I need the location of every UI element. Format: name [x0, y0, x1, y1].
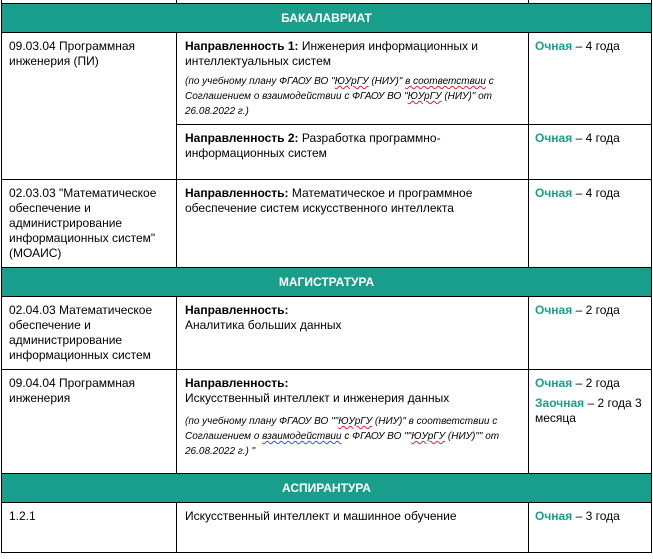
section-title: БАКАЛАВРИАТ — [2, 4, 652, 33]
section-header-master — [2, 268, 652, 297]
section-header-bachelor — [2, 4, 652, 33]
program-direction: Направленность 1: Инженерия информационных и интеллектуальных систем (по учебному плану ФГАОУ ВО "ЮУрГУ (НИУ)" в соответствии с Соглашением о взаимодействии с ФГАОУ ВО "ЮУрГУ (НИУ)" от 26.08.2022 г.) — [177, 33, 529, 125]
direction-note: (по учебному плану ФГАОУ ВО "ЮУрГУ (НИУ)" в соответствии с Соглашением о взаимодействии с ФГАОУ ВО "ЮУрГУ (НИУ)" от 26.08.2022 г.) — [185, 76, 494, 117]
program-code: 1.2.1 — [2, 503, 177, 553]
program-code: 09.04.04 Программная инженерия — [2, 370, 177, 474]
table-row — [2, 33, 652, 125]
study-form: Очная – 4 года — [529, 33, 652, 125]
direction-note: (по учебному плану ФГАОУ ВО ""ЮУрГУ (НИУ)" в соответствии с Соглашением о взаимодействии с ФГАОУ ВО ""ЮУрГУ (НИУ)"" от 26.08.2022 г.) " — [185, 416, 500, 457]
table-row — [2, 180, 652, 268]
section-title: АСПИРАНТУРА — [2, 474, 652, 503]
table-row — [2, 503, 652, 553]
study-form: Очная – 4 года — [529, 180, 652, 268]
study-form: Очная – 4 года — [529, 125, 652, 180]
study-form: Очная – 2 года — [529, 297, 652, 370]
program-code: 09.03.04 Программная инженерия (ПИ) — [2, 33, 177, 180]
programs-table — [1, 0, 652, 553]
table-row — [2, 370, 652, 474]
program-direction: Направленность 2: Разработка программно-информационных систем — [177, 125, 529, 180]
table-row — [2, 297, 652, 370]
study-form: Очная – 2 года Заочная – 2 года 3 месяца — [529, 370, 652, 474]
program-direction: Искусственный интеллект и машинное обучение — [177, 503, 529, 553]
section-header-postgrad — [2, 474, 652, 503]
program-direction: Направленность: Аналитика больших данных — [177, 297, 529, 370]
program-code: 02.03.03 "Математическое обеспечение и администрирование информационных систем" (МОАИС) — [2, 180, 177, 268]
section-title: МАГИСТРАТУРА — [2, 268, 652, 297]
program-direction: Направленность: Математическое и программное обеспечение систем искусственного интеллекта — [177, 180, 529, 268]
program-code: 02.04.03 Математическое обеспечение и администрирование информационных систем — [2, 297, 177, 370]
study-form: Очная – 3 года — [529, 503, 652, 553]
program-direction: Направленность: Искусственный интеллект и инженерия данных (по учебному плану ФГАОУ ВО ""ЮУрГУ (НИУ)" в соответствии с Соглашением о взаимодействии с ФГАОУ ВО ""ЮУрГУ (НИУ)"" от 26.08.2022 г.) " — [177, 370, 529, 474]
